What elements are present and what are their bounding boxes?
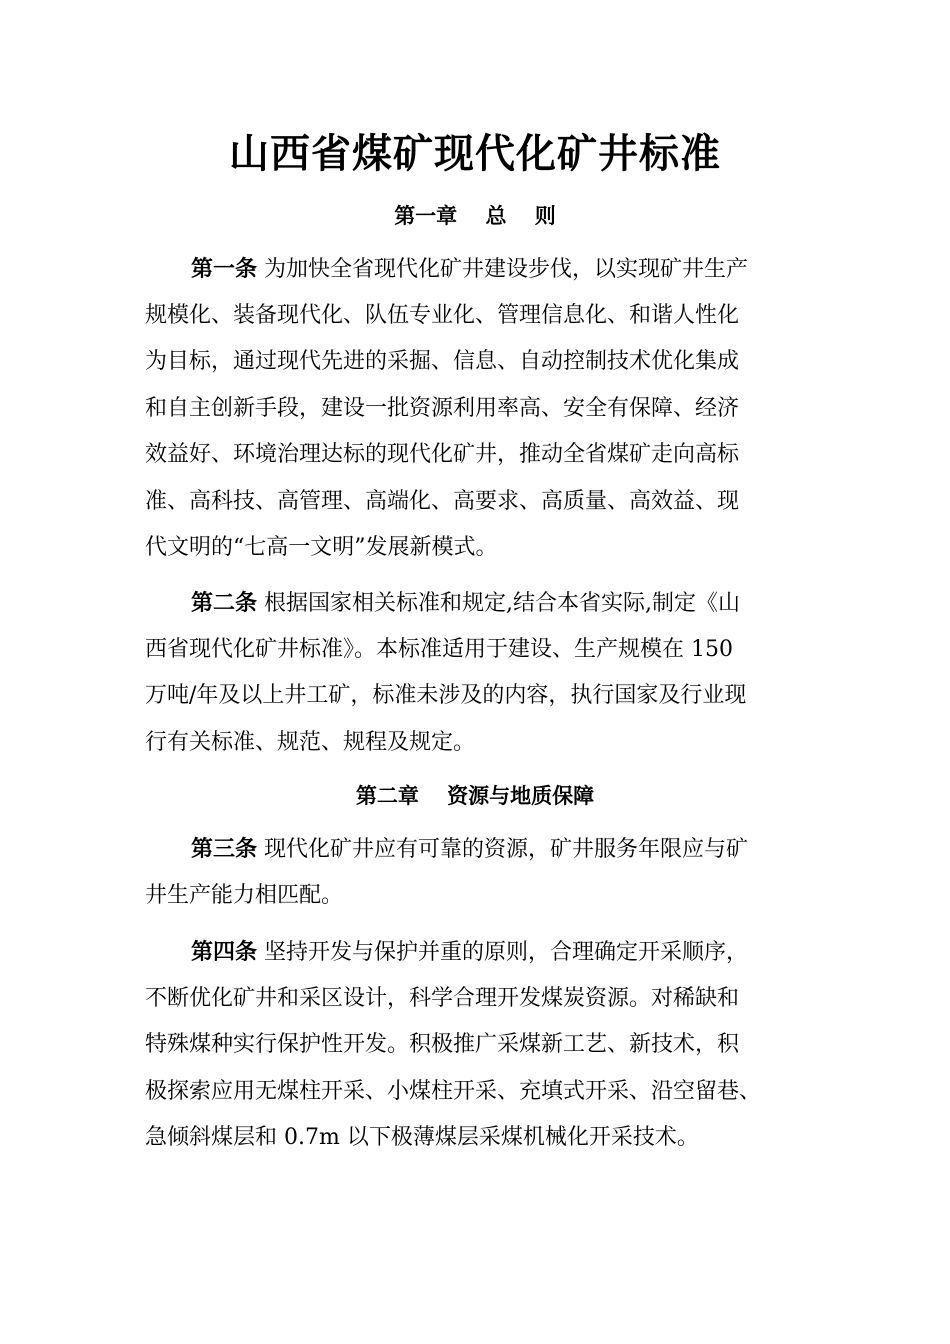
- article-line: 准、高科技、高管理、高端化、高要求、高质量、高效益、现: [145, 488, 740, 514]
- article-text: 坚持开发与保护并重的原则，合理确定开采顺序，: [257, 940, 749, 965]
- article-line: 效益好、环境治理达标的现代化矿井，推动全省煤矿走向高标: [145, 442, 740, 467]
- document-title: 山西省煤矿现代化矿井标准: [229, 130, 721, 177]
- article-label: 第三条: [191, 836, 258, 862]
- article-line: 极探索应用无煤柱开采、小煤柱开采、充填式开采、沿空留巷、: [145, 1078, 762, 1104]
- article-line: 特殊煤种实行保护性开发。积极推广采煤新工艺、新技术，积: [145, 1032, 740, 1057]
- article-line: [145, 929, 813, 976]
- article-text: 现代化矿井应有可靠的资源，矿井服务年限应与矿: [257, 837, 749, 862]
- article-2: [145, 580, 813, 766]
- article-line: 西省现代化矿井标准》。本标准适用于建设、生产规模在 150: [145, 636, 733, 662]
- article-line: 为目标，通过现代先进的采掘、信息、自动控制技术优化集成: [145, 349, 740, 374]
- article-line: 不断优化矿井和采区设计，科学合理开发煤炭资源。对稀缺和: [145, 985, 740, 1011]
- article-line: 万吨/年及以上井工矿，标准未涉及的内容，执行国家及行业现: [145, 683, 747, 708]
- article-line: 行有关标准、规范、规程及规定。: [145, 729, 476, 755]
- article-label: 第一条: [191, 256, 258, 282]
- article-4: [145, 929, 813, 1162]
- article-line: [145, 826, 813, 873]
- article-line: 井生产能力相匹配。: [145, 882, 344, 908]
- article-label: 第四条: [191, 939, 258, 965]
- chapter-heading-2: 第二章 资源与地质保障: [355, 783, 595, 808]
- article-text: 根据国家相关标准和规定,结合本省实际,制定《山: [257, 591, 740, 616]
- article-text: 为加快全省现代化矿井建设步伐，以实现矿井生产: [257, 257, 749, 282]
- article-line: [145, 246, 813, 293]
- article-line: 规模化、装备现代化、队伍专业化、管理信息化、和谐人性化: [145, 302, 740, 328]
- article-1: [145, 246, 813, 572]
- article-3: [145, 826, 813, 919]
- article-line: [145, 580, 813, 627]
- article-line: 代文明的“七高一文明”发展新模式。: [145, 535, 498, 560]
- article-line: 急倾斜煤层和 0.7m 以下极薄煤层采煤机械化开采技术。: [145, 1125, 699, 1150]
- chapter-heading-1: 第一章 总 则: [394, 203, 556, 228]
- article-line: 和自主创新手段，建设一批资源利用率高、安全有保障、经济: [145, 395, 740, 421]
- article-label: 第二条: [191, 590, 258, 616]
